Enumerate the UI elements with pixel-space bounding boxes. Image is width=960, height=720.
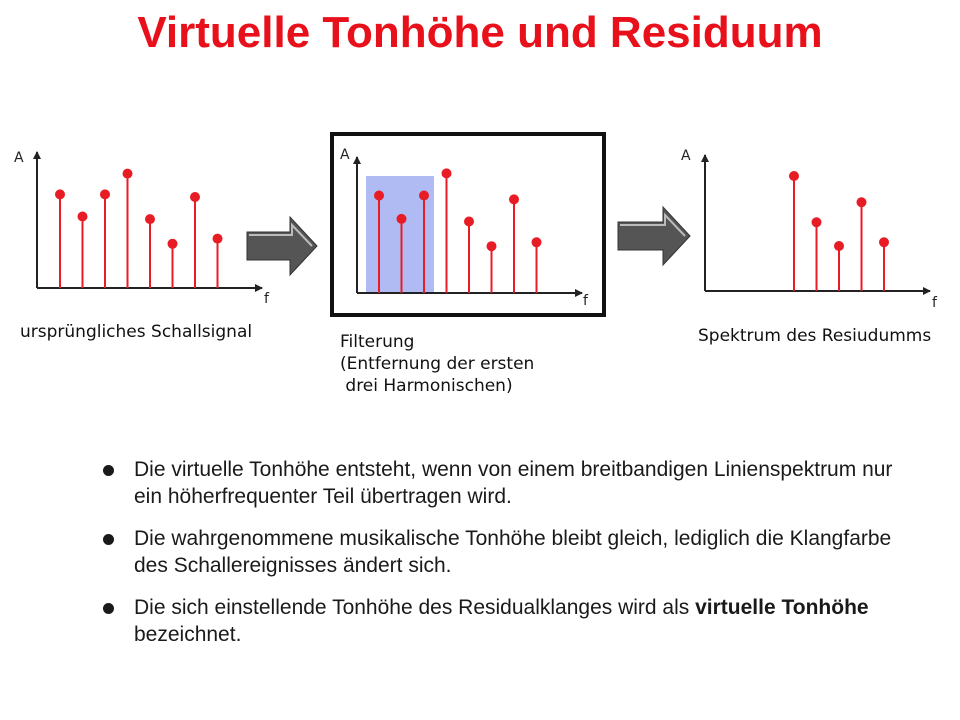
panel-residuum-spectrum	[681, 148, 938, 311]
spectrum-peak	[168, 239, 178, 249]
spectrum-peak	[145, 214, 155, 224]
spectrum-peak	[78, 212, 88, 222]
bullet-text-end: bezeichnet.	[134, 623, 242, 646]
spectrum-peak	[487, 241, 497, 251]
caption-original-signal: ursprüngliches Schallsignal	[20, 322, 253, 342]
bullet-item	[100, 456, 900, 510]
spectrum-peak	[55, 189, 65, 199]
spectrum-peak	[374, 191, 384, 201]
right-arrow-icon	[618, 207, 690, 265]
axis-label-a: A	[681, 148, 691, 164]
axis-label-f: f	[264, 291, 269, 307]
bullet-text: Die wahrgenommene musikalische Tonhöhe bleibt gleich, lediglich die Klangfarbe des Schallereignisses ändert sich.	[134, 527, 892, 577]
right-arrow-icon	[247, 217, 317, 275]
spectrum-peak	[834, 241, 844, 251]
axis-label-f: f	[583, 293, 588, 309]
spectrum-lines	[55, 169, 223, 288]
spectrum-peak	[509, 194, 519, 204]
spectrum-peak	[100, 189, 110, 199]
spectrum-peak	[397, 214, 407, 224]
bullet-text: Die virtuelle Tonhöhe entsteht, wenn von einem breitbandigen Linienspektrum nur ein höherfrequenter Teil übertragen wird.	[134, 458, 893, 508]
bullet-emphasis: virtuelle Tonhöhe	[695, 596, 869, 619]
spectrum-peak	[789, 171, 799, 181]
panel-filtering	[332, 134, 604, 315]
bullet-item	[100, 525, 900, 579]
panel-original-signal	[14, 150, 270, 307]
axis-label-a: A	[340, 147, 350, 163]
spectrum-peak	[190, 192, 200, 202]
axis-label-f: f	[932, 295, 937, 311]
caption-filtering: Filterung (Entfernung der ersten drei Harmonischen)	[340, 332, 535, 396]
page-title: Virtuelle Tonhöhe und Residuum	[137, 8, 823, 57]
spectrum-peak	[123, 169, 133, 179]
spectrum-peak	[213, 234, 223, 244]
bullet-dot-icon	[103, 465, 114, 476]
spectrum-peak	[857, 197, 867, 207]
spectrum-peak	[879, 237, 889, 247]
spectrum-peak	[812, 217, 822, 227]
bullet-list	[100, 456, 900, 663]
bullet-dot-icon	[103, 603, 114, 614]
bullet-item	[100, 594, 900, 648]
spectrum-peak	[464, 217, 474, 227]
axis-label-a: A	[14, 150, 24, 166]
bullet-text: Die sich einstellende Tonhöhe des Residualklanges wird als	[134, 596, 696, 619]
bullet-dot-icon	[103, 534, 114, 545]
spectrum-peak	[419, 191, 429, 201]
spectrum-lines	[789, 171, 889, 291]
spectrum-peak	[442, 168, 452, 178]
spectrum-peak	[532, 237, 542, 247]
caption-residuum: Spektrum des Resiudumms	[698, 326, 932, 346]
